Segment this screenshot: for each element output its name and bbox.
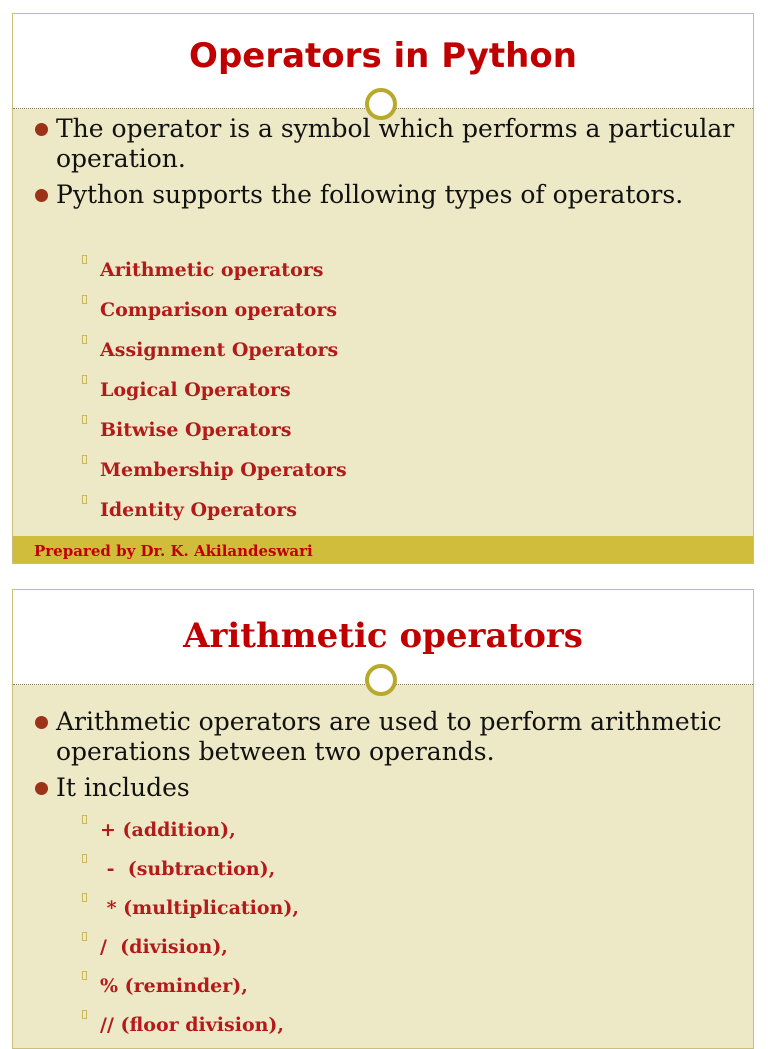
bullet-item (13, 114, 753, 174)
list-item (13, 975, 753, 1014)
sub-bullet-icon (82, 455, 87, 464)
list-item-text: Bitwise Operators (100, 419, 292, 441)
list-item (13, 819, 753, 858)
bullet-text: It includes (56, 773, 190, 802)
footer-text: Prepared by Dr. K. Akilandeswari (34, 542, 313, 560)
sub-bullet-icon (82, 971, 87, 980)
sub-bullet-icon (82, 335, 87, 344)
footer-bar (13, 536, 753, 564)
sub-bullet-icon (82, 415, 87, 424)
list-item-text: + (addition), (100, 819, 236, 841)
sub-bullet-icon (82, 1010, 87, 1019)
bullet-item (13, 707, 753, 767)
sub-bullet-icon (82, 854, 87, 863)
slide-operators-in-python (12, 13, 754, 564)
slide-title: Arithmetic operators (183, 616, 583, 656)
list-item-text: - (subtraction), (100, 858, 276, 880)
arithmetic-operator-list (13, 819, 753, 1049)
bullet-dot-icon (35, 782, 48, 795)
sub-bullet-icon (82, 815, 87, 824)
list-item (13, 459, 753, 499)
list-item-text: * (multiplication), (100, 897, 299, 919)
ring-ornament-icon (365, 664, 397, 696)
list-item (13, 897, 753, 936)
list-item-text: Identity Operators (100, 499, 297, 521)
bullet-text: The operator is a symbol which performs a particular operation. (56, 114, 735, 173)
slide-arithmetic-operators (12, 589, 754, 1049)
list-item (13, 936, 753, 975)
list-item (13, 339, 753, 379)
list-item-text: % (reminder), (100, 975, 248, 997)
sub-bullet-icon (82, 295, 87, 304)
sub-bullet-icon (82, 495, 87, 504)
bullet-list (13, 114, 753, 216)
list-item (13, 1014, 753, 1049)
bullet-text: Arithmetic operators are used to perform arithmetic operations between two operands. (56, 707, 722, 766)
list-item (13, 299, 753, 339)
bullet-item (13, 180, 753, 210)
list-item (13, 499, 753, 539)
list-item-text: Arithmetic operators (100, 259, 324, 281)
list-item (13, 858, 753, 897)
bullet-dot-icon (35, 123, 48, 136)
list-item (13, 419, 753, 459)
list-item-text: // (floor division), (100, 1014, 285, 1036)
sub-bullet-icon (82, 375, 87, 384)
sub-bullet-icon (82, 932, 87, 941)
list-item-text: Membership Operators (100, 459, 347, 481)
operator-types-list (13, 259, 753, 539)
bullet-dot-icon (35, 716, 48, 729)
bullet-item (13, 773, 753, 803)
sub-bullet-icon (82, 893, 87, 902)
slide-title: Operators in Python (189, 36, 577, 76)
bullet-text: Python supports the following types of operators. (56, 180, 684, 209)
sub-bullet-icon (82, 255, 87, 264)
list-item (13, 379, 753, 419)
list-item (13, 259, 753, 299)
bullet-list (13, 707, 753, 809)
bullet-dot-icon (35, 189, 48, 202)
list-item-text: Assignment Operators (100, 339, 339, 361)
list-item-text: / (division), (100, 936, 228, 958)
list-item-text: Logical Operators (100, 379, 291, 401)
list-item-text: Comparison operators (100, 299, 338, 321)
